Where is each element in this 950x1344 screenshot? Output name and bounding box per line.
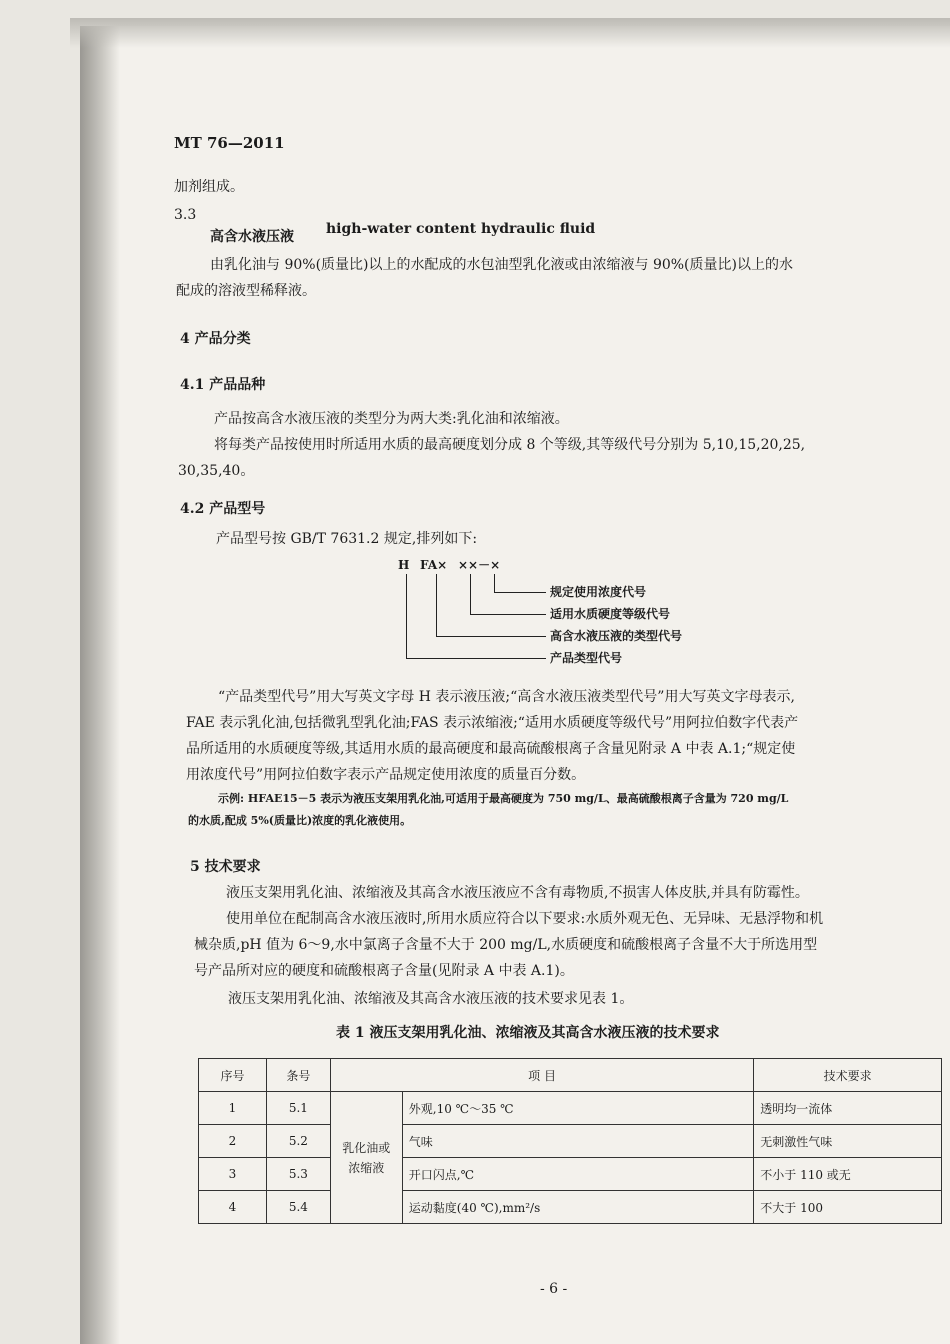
paragraph: 液压支架用乳化油、浓缩液及其高含水液压液的技术要求见表 1。 xyxy=(228,991,634,1007)
paragraph: 由乳化油与 90%(质量比)以上的水配成的水包油型乳化液或由浓缩液与 90%(质量比)以上的水 xyxy=(210,257,793,273)
cell-req: 透明均一流体 xyxy=(754,1092,942,1125)
section-heading: 4 产品分类 xyxy=(180,331,251,347)
cell-req: 无刺激性气味 xyxy=(754,1125,942,1158)
section-number: 3.3 xyxy=(174,207,197,223)
cell-item: 气味 xyxy=(402,1125,753,1158)
diagram-label: 高含水液压液的类型代号 xyxy=(550,629,683,643)
header-clause: 条号 xyxy=(266,1059,330,1092)
cell-seq: 2 xyxy=(199,1125,267,1158)
diagram-label: 规定使用浓度代号 xyxy=(550,585,647,599)
connector-line xyxy=(494,592,546,593)
cell-seq: 3 xyxy=(199,1158,267,1191)
paragraph: “产品类型代号”用大写英文字母 H 表示液压液;“高含水液压液类型代号”用大写英文字母表示, xyxy=(218,689,795,705)
body-line: 加剂组成。 xyxy=(174,179,244,195)
table-row xyxy=(199,1158,942,1191)
paragraph: 用浓度代号”用阿拉伯数字表示产品规定使用浓度的质量百分数。 xyxy=(186,767,586,783)
section-heading: 4.1 产品品种 xyxy=(180,377,266,393)
paragraph: 产品型号按 GB/T 7631.2 规定,排列如下: xyxy=(216,531,478,547)
connector-line xyxy=(470,574,471,614)
diagram-label: 产品类型代号 xyxy=(550,651,623,665)
term-title-en: high-water content hydraulic fluid xyxy=(326,221,596,237)
paragraph: 30,35,40。 xyxy=(178,463,255,479)
code-xx: ××－× xyxy=(458,558,501,572)
page-number: - 6 - xyxy=(540,1281,568,1297)
paragraph: 配成的溶液型稀释液。 xyxy=(176,283,316,299)
paragraph: FAE 表示乳化油,包括微乳型乳化油;FAS 表示浓缩液;“适用水质硬度等级代号”用阿拉伯数字代表产 xyxy=(186,715,799,731)
scan-shadow-top xyxy=(70,18,950,48)
connector-line xyxy=(436,636,546,637)
table-caption: 表 1 液压支架用乳化油、浓缩液及其高含水液压液的技术要求 xyxy=(336,1025,720,1041)
header-item: 项 目 xyxy=(330,1059,753,1092)
section-heading: 4.2 产品型号 xyxy=(180,501,266,517)
cell-group: 乳化油或 浓缩液 xyxy=(330,1092,402,1224)
standard-id: MT 76—2011 xyxy=(174,134,285,152)
paragraph: 品所适用的水质硬度等级,其适用水质的最高硬度和最高硫酸根离子含量见附录 A 中表 A.1;“规定使 xyxy=(186,741,796,757)
cell-item: 开口闪点,℃ xyxy=(402,1158,753,1191)
table-header-row xyxy=(199,1059,942,1092)
connector-line xyxy=(406,574,407,658)
header-req: 技术要求 xyxy=(754,1059,942,1092)
paragraph: 使用单位在配制高含水液压液时,所用水质应符合以下要求:水质外观无色、无异味、无悬浮物和机 xyxy=(226,911,824,927)
diagram-label: 适用水质硬度等级代号 xyxy=(550,607,671,621)
cell-item: 运动黏度(40 ℃),mm²/s xyxy=(402,1191,753,1224)
cell-clause: 5.2 xyxy=(266,1125,330,1158)
scan-shadow-left xyxy=(80,26,120,1344)
paragraph: 液压支架用乳化油、浓缩液及其高含水液压液应不含有毒物质,不损害人体皮肤,并具有防霉性。 xyxy=(226,885,809,901)
connector-line xyxy=(470,614,546,615)
paragraph: 号产品所对应的硬度和硫酸根离子含量(见附录 A 中表 A.1)。 xyxy=(194,963,574,979)
code-h: H xyxy=(398,558,410,572)
example-text: 示例: HFAE15－5 表示为液压支架用乳化油,可适用于最高硬度为 750 mg/L、最高硫酸根离子含量为 720 mg/L xyxy=(218,792,789,805)
code-fa: FA× xyxy=(420,558,448,572)
paragraph: 产品按高含水液压液的类型分为两大类:乳化油和浓缩液。 xyxy=(214,411,569,427)
cell-clause: 5.3 xyxy=(266,1158,330,1191)
connector-line xyxy=(436,574,437,636)
cell-clause: 5.4 xyxy=(266,1191,330,1224)
table-row xyxy=(199,1125,942,1158)
paragraph: 将每类产品按使用时所适用水质的最高硬度划分成 8 个等级,其等级代号分别为 5,10,15,20,25, xyxy=(214,437,806,453)
table-row xyxy=(199,1191,942,1224)
cell-seq: 4 xyxy=(199,1191,267,1224)
cell-seq: 1 xyxy=(199,1092,267,1125)
cell-req: 不小于 110 或无 xyxy=(754,1158,942,1191)
cell-item: 外观,10 ℃～35 ℃ xyxy=(402,1092,753,1125)
header-seq: 序号 xyxy=(199,1059,267,1092)
cell-req: 不大于 100 xyxy=(754,1191,942,1224)
connector-line xyxy=(406,658,546,659)
section-heading: 5 技术要求 xyxy=(190,859,261,875)
term-title: 高含水液压液 xyxy=(210,229,294,245)
spec-table xyxy=(198,1058,942,1224)
cell-clause: 5.1 xyxy=(266,1092,330,1125)
paragraph: 械杂质,pH 值为 6～9,水中氯离子含量不大于 200 mg/L,水质硬度和硫酸根离子含量不大于所选用型 xyxy=(194,937,818,953)
example-text: 的水质,配成 5%(质量比)浓度的乳化液使用。 xyxy=(188,814,412,827)
connector-line xyxy=(494,574,495,592)
table-row xyxy=(199,1092,942,1125)
